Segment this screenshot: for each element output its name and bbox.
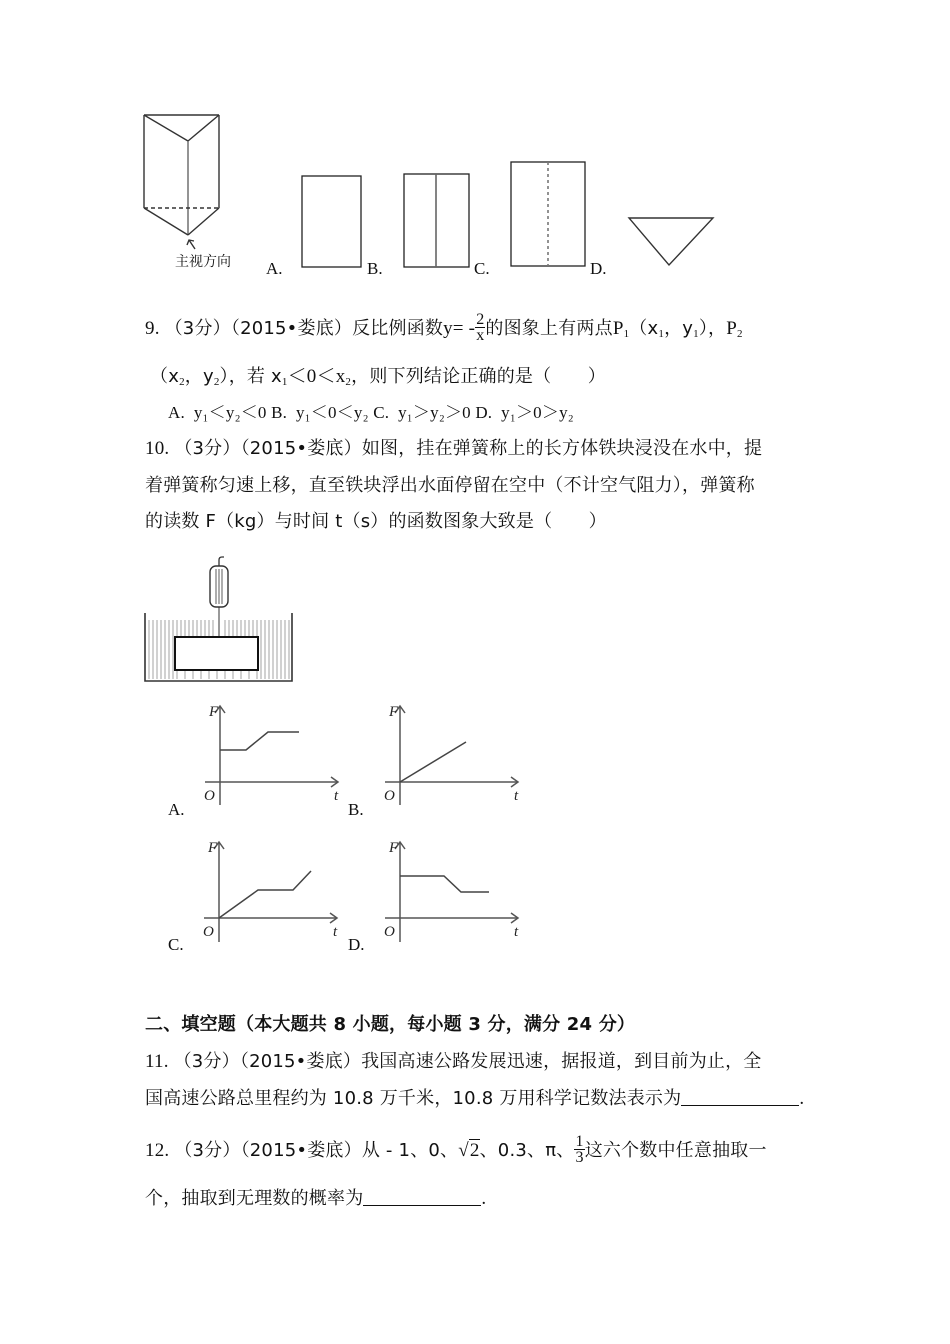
q9-score: （3分） xyxy=(164,317,231,339)
q10-line-2: 着弹簧称匀速上移，直至铁块浮出水面停留在空中（不计空气阻力），弹簧称 xyxy=(145,475,755,496)
q8-option-b-label: B. xyxy=(367,259,383,278)
q12-text-c: 这六个数中任意抽取一 xyxy=(584,1139,767,1161)
q11-line-2 xyxy=(145,1087,804,1111)
svg-text:O: O xyxy=(203,924,214,940)
q10-score: （3分） xyxy=(174,438,241,459)
q9-point1-close: ）， xyxy=(698,317,727,339)
view-direction-caption: 主视方向 xyxy=(175,254,231,270)
q11-end: . xyxy=(799,1088,805,1109)
q11-number: 11. xyxy=(145,1051,169,1072)
q9-source: （2015•娄底） xyxy=(230,317,353,339)
q10-graph-a-label[interactable]: A. xyxy=(168,800,185,819)
q10-graph-c-label[interactable]: C. xyxy=(168,935,184,954)
q9-text-after: 的图象上有两点 xyxy=(485,317,613,339)
q10-number: 10. xyxy=(145,438,170,459)
q9-fraction-numerator: 2 xyxy=(476,311,485,328)
q12-sqrt-value: 2 xyxy=(469,1139,480,1161)
svg-text:F: F xyxy=(209,704,219,720)
q9-point2-sub: 2 xyxy=(737,327,743,340)
q9-option-c[interactable]: C. y₁＞y₂＞0 xyxy=(373,403,471,422)
sqrt-symbol: √2 xyxy=(458,1139,480,1161)
q11-answer-blank[interactable] xyxy=(681,1087,799,1106)
q9-text: 反比例函数 xyxy=(352,317,444,339)
svg-text:F: F xyxy=(389,840,399,856)
q9-line2-e: ，则下列结论正确的是（ ） xyxy=(351,366,606,387)
q10-graph-b-label[interactable]: B. xyxy=(348,800,364,819)
q11-score: （3分） xyxy=(173,1051,240,1072)
q9-line-2: （$x_2$，$y_2$），若 $x_1<0<x_2$，则下列结论正确的是（ ） xyxy=(150,366,606,388)
q8-option-a-label: A. xyxy=(266,259,283,278)
q8-option-d-label: D. xyxy=(590,259,607,278)
svg-text:t: t xyxy=(334,788,339,804)
q11-line-1 xyxy=(145,1050,762,1074)
q9-line2-b: ，y xyxy=(184,366,214,387)
svg-text:O: O xyxy=(384,788,395,804)
q12-score: （3分） xyxy=(174,1139,241,1161)
q9-line2-c: ），若 x xyxy=(219,366,282,387)
svg-text:t: t xyxy=(333,924,338,940)
q9-point1-mid: ，y xyxy=(664,317,694,339)
q12-line-2 xyxy=(145,1187,486,1211)
q9-line-1: 9. （3分）（2015•娄底）反比例函数y= - $\frac{2}{x}$ 的图象上有两点$P_1(x_1$，$y_1$），$P_2$ xyxy=(145,311,743,344)
q12-source: （2015•娄底） xyxy=(240,1139,362,1161)
svg-text:O: O xyxy=(384,924,395,940)
q9-formula-prefix: y= - xyxy=(443,317,476,339)
q12-end: . xyxy=(481,1188,487,1209)
q12-fraction-denominator: 3 xyxy=(575,1149,584,1166)
q9-point1-open: （x xyxy=(629,317,659,339)
q9-point1-sub: 1 xyxy=(623,327,630,340)
q9-option-b[interactable]: B. y₁＜0＜y₂ xyxy=(271,403,369,422)
svg-text:F: F xyxy=(389,704,399,720)
q9-option-d[interactable]: D. y₁＞0＞y₂ xyxy=(475,403,574,422)
section-2-title: 二、填空题（本大题共 8 小题，每小题 3 分，满分 24 分） xyxy=(145,1014,636,1035)
q11-text-1: 我国高速公路发展迅速，据报道，到目前为止，全 xyxy=(361,1051,762,1072)
q11-text-2: 国高速公路总里程约为 10.8 万千米，10.8 万用科学记数法表示为 xyxy=(145,1088,682,1109)
q9-number: 9. xyxy=(145,317,160,339)
svg-text:t: t xyxy=(514,924,519,940)
q10-graph-d-label[interactable]: D. xyxy=(348,935,365,954)
q8-option-c-label: C. xyxy=(474,259,490,278)
q9-point2: P xyxy=(726,317,738,339)
q10-text-1: 如图，挂在弹簧称上的长方体铁块浸没在水中，提 xyxy=(361,438,763,459)
q12-fraction xyxy=(574,1134,584,1165)
svg-text:t: t xyxy=(514,788,519,804)
q12-fraction-numerator: 1 xyxy=(575,1133,584,1150)
q12-answer-blank[interactable] xyxy=(363,1187,481,1206)
svg-text:F: F xyxy=(208,840,218,856)
q12-number: 12. xyxy=(145,1139,170,1161)
q9-line2-a: （x xyxy=(150,366,180,387)
q11-source: （2015•娄底） xyxy=(239,1051,362,1072)
q9-fraction-denominator: x xyxy=(476,327,485,344)
q9-point1: P xyxy=(612,317,624,339)
q12-text-b: 、0.3、π、 xyxy=(479,1139,575,1161)
q9-option-a[interactable]: A. y₁＜y₂＜0 xyxy=(168,403,267,422)
q10-source: （2015•娄底） xyxy=(240,438,362,459)
q10-line-3: 的读数 F（kg）与时间 t（s）的函数图象大致是（ ） xyxy=(145,511,607,532)
q12-line-1 xyxy=(145,1133,767,1167)
q9-line2-d: ＜0＜x xyxy=(287,366,346,387)
svg-text:O: O xyxy=(204,788,215,804)
q12-text-2: 个，抽取到无理数的概率为 xyxy=(145,1188,364,1209)
q12-text-a: 从 - 1、0、 xyxy=(361,1139,459,1161)
